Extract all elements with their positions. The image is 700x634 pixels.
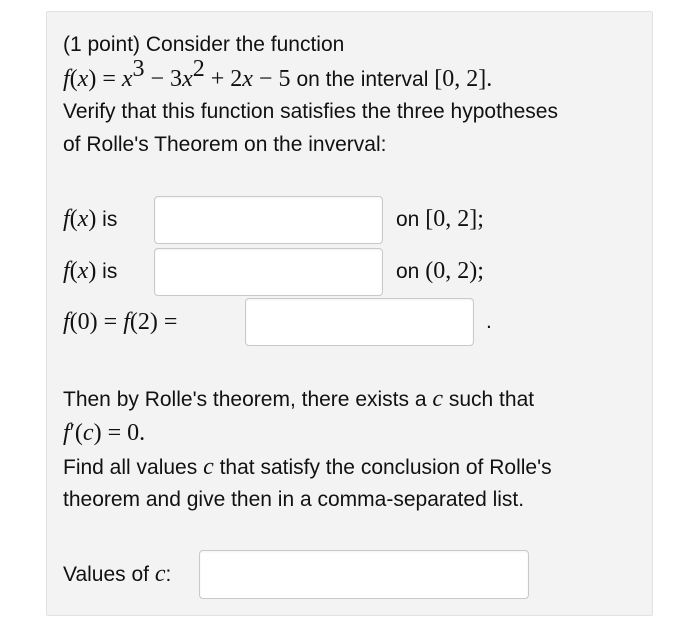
hypothesis2-input[interactable] — [154, 248, 383, 296]
hypothesis1-interval: on [0, 2]; — [396, 206, 484, 232]
verify-text-line1: Verify that this function satisfies the three hypotheses — [63, 100, 558, 123]
hypothesis3-label: f(0) = f(2) = — [63, 309, 178, 335]
verify-text-line2: of Rolle's Theorem on the inverval: — [63, 133, 387, 156]
conclusion-derivative-eq: f′(c) = 0. — [63, 420, 146, 446]
hypothesis2-interval: on (0, 2); — [396, 258, 484, 284]
interval-closed: [0, 2]. — [434, 66, 493, 92]
conclusion-line1: Then by Rolle's theorem, there exists a c such that — [63, 386, 535, 412]
function-definition — [63, 56, 493, 97]
hypothesis3-period: . — [486, 310, 492, 333]
values-of-c-input[interactable] — [199, 550, 529, 599]
values-of-c-label: Values of c: — [63, 561, 172, 587]
hypothesis1-label: f(x) is — [63, 206, 118, 232]
hypothesis1-input[interactable] — [154, 196, 383, 244]
find-text-line1: Find all values c that satisfy the conclusion of Rolle's — [63, 454, 552, 480]
interval-text: on the interval — [296, 68, 429, 91]
function-formula: $f(x) = x^3 - 3x^2 + 2x - 5$ — [63, 56, 297, 92]
find-text-line2: theorem and give then in a comma-separated list. — [63, 488, 525, 511]
problem-points-text: (1 point) Consider the function — [63, 33, 345, 56]
hypothesis2-label: f(x) is — [63, 258, 118, 284]
hypothesis3-input[interactable] — [245, 298, 474, 346]
